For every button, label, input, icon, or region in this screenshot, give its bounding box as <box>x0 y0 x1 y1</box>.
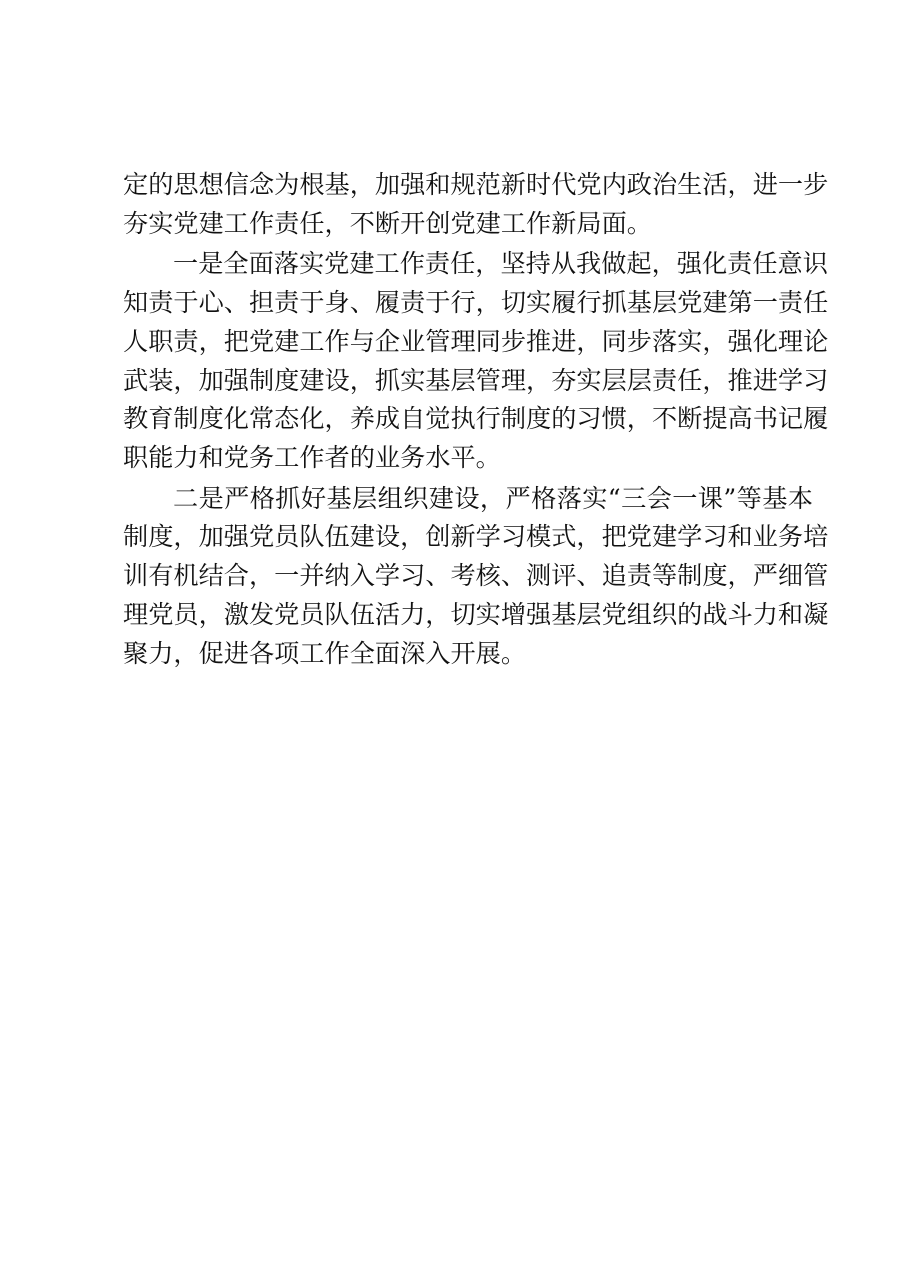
paragraph-line: 制度，加强党员队伍建设，创新学习模式，把党建学习和业务培 <box>123 522 829 552</box>
paragraph-line: 定的思想信念为根基，加强和规范新时代党内政治生活，进一步 <box>123 170 829 199</box>
paragraph-line: 教育制度化常态化，养成自觉执行制度的习惯，不断提高书记履 <box>123 404 829 434</box>
paragraph-line: 一是全面落实党建工作责任，坚持从我做起，强化责任意识 <box>173 249 828 279</box>
paragraph-line: 二是严格抓好基层组织建设，严格落实“三会一课”等基本 <box>173 483 813 513</box>
paragraph-line: 武装，加强制度建设，抓实基层管理，夯实层层责任，推进学习 <box>123 365 829 395</box>
document-body <box>123 166 829 674</box>
paragraph-line: 知责于心、担责于身、履责于行，切实履行抓基层党建第一责任 <box>123 287 829 317</box>
paragraph-line: 夯实党建工作责任，不断开创党建工作新局面。 <box>123 208 652 238</box>
paragraph-2 <box>123 245 829 478</box>
paragraph-line: 理党员，激发党员队伍活力，切实增强基层党组织的战斗力和凝 <box>123 599 829 629</box>
paragraph-line: 聚力，促进各项工作全面深入开展。 <box>123 638 526 668</box>
paragraph-3 <box>123 480 829 674</box>
paragraph-line: 训有机结合，一并纳入学习、考核、测评、追责等制度，严细管 <box>123 561 829 591</box>
paragraph-line: 人职责，把党建工作与企业管理同步推进，同步落实，强化理论 <box>123 326 829 356</box>
paragraph-line: 职能力和党务工作者的业务水平。 <box>123 443 501 473</box>
paragraph-1 <box>123 166 829 244</box>
